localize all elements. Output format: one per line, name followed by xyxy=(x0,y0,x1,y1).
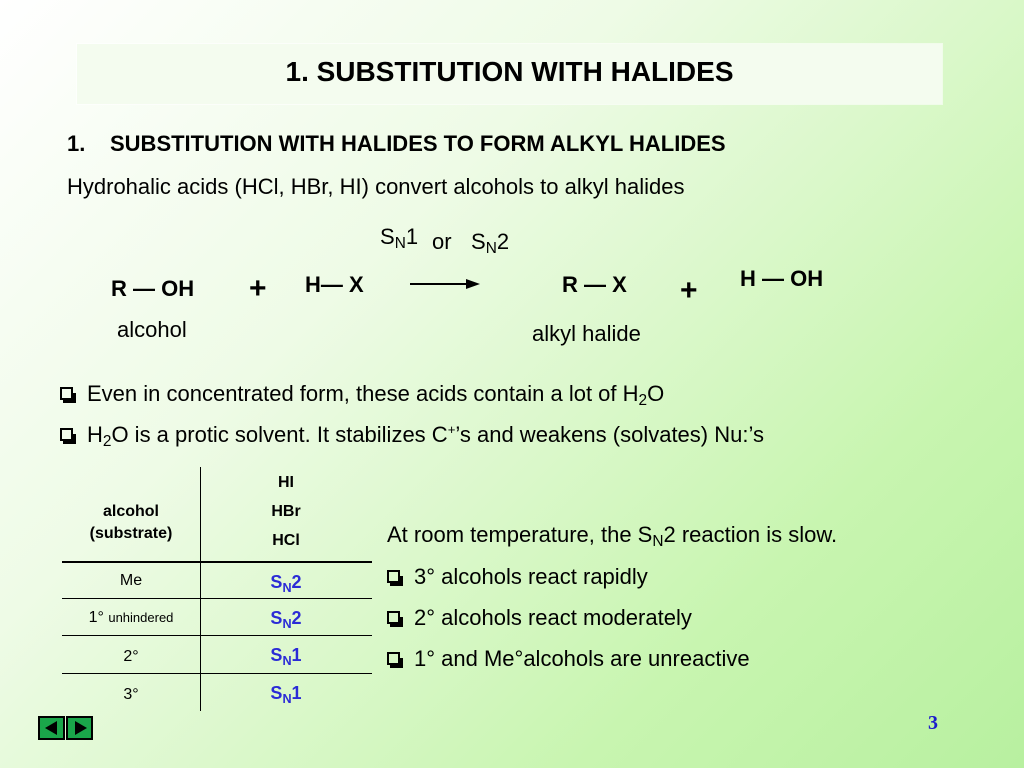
room-temp-note: At room temperature, the $S_N2$ reaction is slow. xyxy=(387,522,838,550)
intro-text: Hydrohalic acids (HCl, HBr, HI) convert alcohols to alkyl halides xyxy=(67,174,685,199)
table-row-mechanism: $S_N1$ xyxy=(270,683,302,706)
table-header-hbr: HBr xyxy=(271,503,301,520)
checkbox-bullet-icon xyxy=(60,387,73,400)
table-row: Me xyxy=(119,572,143,589)
condition-sn1: $S_N1$ xyxy=(380,224,419,252)
plus-sign-1: + xyxy=(249,272,267,305)
next-slide-button[interactable] xyxy=(66,716,93,740)
prev-slide-button[interactable] xyxy=(38,716,65,740)
slide-title: 1. SUBSTITUTION WITH HALIDES xyxy=(285,56,734,87)
triangle-right-icon xyxy=(75,721,87,735)
table-row-mechanism: $S_N2$ xyxy=(270,572,302,595)
checkbox-bullet-icon xyxy=(387,652,400,665)
triangle-left-icon xyxy=(45,721,57,735)
reaction-arrow xyxy=(410,283,468,285)
title-box xyxy=(77,44,942,104)
reaction-arrowhead xyxy=(466,279,480,289)
table-header-substrate: (substrate) xyxy=(89,525,173,542)
label-alcohol: alcohol xyxy=(117,317,187,342)
heading-number: 1. xyxy=(67,131,86,156)
product-water: H — OH xyxy=(740,266,824,291)
table-row-rule xyxy=(62,673,372,674)
table-row-mechanism: $S_N1$ xyxy=(270,645,302,668)
table-row: 2° xyxy=(123,648,139,665)
bullet-2: $H_2O$ is a protic solvent. It stabilizes C+’s and weakens (solvates) Nu:’s xyxy=(60,422,764,451)
table-header-hcl: HCl xyxy=(272,532,300,549)
checkbox-bullet-icon xyxy=(60,428,73,441)
bullet-1: Even in concentrated form, these acids contain a lot of $H_2O$ xyxy=(60,381,664,410)
table-header-rule xyxy=(62,561,372,563)
condition-sn2: $S_N2$ xyxy=(471,229,510,257)
reactant-hx: H— X xyxy=(305,272,364,297)
table-header-hi: HI xyxy=(278,474,294,491)
plus-sign-2: + xyxy=(680,274,698,307)
condition-or: or xyxy=(432,229,452,254)
table-row: 1° unhindered xyxy=(88,609,174,626)
reactant-alcohol: R — OH xyxy=(111,276,195,301)
label-alkyl-halide: alkyl halide xyxy=(532,321,641,346)
product-alkyl-halide: R — X xyxy=(562,272,627,297)
page-number: 3 xyxy=(928,712,938,734)
table-row-rule xyxy=(62,598,372,599)
table-row: 3° xyxy=(123,686,139,703)
note-item: 3° alcohols react rapidly xyxy=(387,564,648,590)
section-heading: SUBSTITUTION WITH HALIDES TO FORM ALKYL HALIDES xyxy=(110,131,726,156)
note-item: 2° alcohols react moderately xyxy=(387,605,692,631)
table-header-alcohol: alcohol xyxy=(102,503,159,520)
table-row-mechanism: $S_N2$ xyxy=(270,608,302,631)
note-item: 1° and Me°alcohols are unreactive xyxy=(387,646,750,672)
checkbox-bullet-icon xyxy=(387,570,400,583)
table-row-rule xyxy=(62,635,372,636)
checkbox-bullet-icon xyxy=(387,611,400,624)
